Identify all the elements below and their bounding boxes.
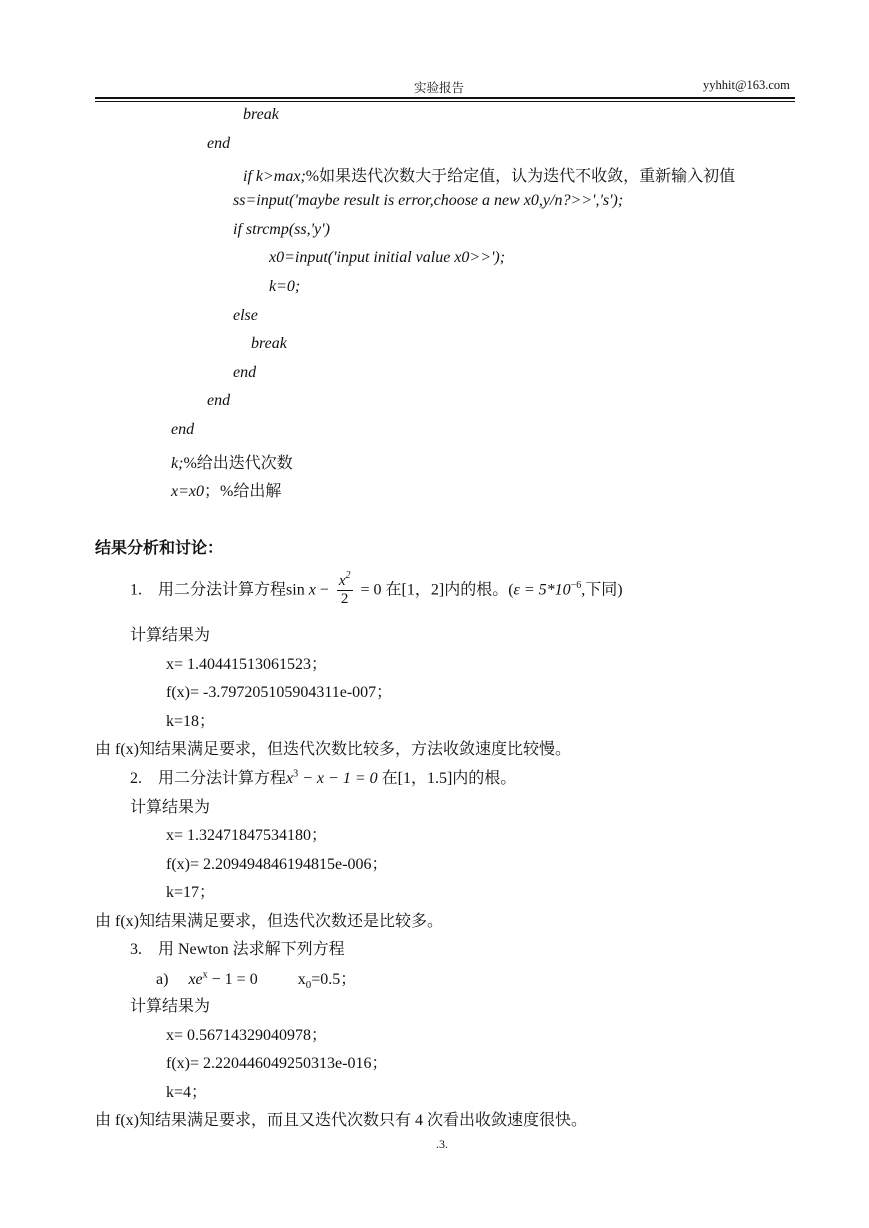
problem-text: 用二分法计算方程 <box>158 770 287 787</box>
result-k: k=18； <box>166 713 216 730</box>
result-x: x= 1.32471847534180； <box>166 827 328 844</box>
code-line: k=0; <box>269 278 301 295</box>
header-title: 实验报告 <box>414 81 465 95</box>
initial-sub: 0 <box>305 979 312 992</box>
code-line <box>171 478 281 501</box>
fraction <box>337 570 353 608</box>
code-line <box>171 450 293 473</box>
code-text: k; <box>171 455 184 472</box>
result-label: 计算结果为 <box>130 627 211 644</box>
result-k: k=17； <box>166 884 216 901</box>
code-comment: ；%给出解 <box>204 483 282 500</box>
eq-var: x <box>286 770 294 787</box>
problem-text-post: 在[1，2]内的根。( <box>385 581 514 599</box>
eq-rest: − x − 1 = 0 <box>302 770 378 787</box>
code-comment: %给出迭代次数 <box>183 455 293 472</box>
eq-xe: xe <box>188 971 203 988</box>
header-rule-thin <box>95 101 795 102</box>
code-line: ss=input('maybe result is error,choose a new x0,y/n?>>','s'); <box>233 192 624 209</box>
code-line: end <box>207 135 231 152</box>
problem-1 <box>130 568 623 608</box>
result-fx: f(x)= -3.797205105904311e-007； <box>166 684 393 701</box>
result-x: x= 1.40441513061523； <box>166 656 328 673</box>
code-line: break <box>251 335 287 352</box>
code-comment: %如果迭代次数大于给定值，认为迭代不收敛，重新输入初值 <box>305 168 736 185</box>
section-title: 结果分析和讨论： <box>95 538 224 557</box>
result-fx: f(x)= 2.209494846194815e-006； <box>166 856 388 873</box>
problem-2 <box>130 765 516 788</box>
initial-value: =0.5； <box>311 971 357 988</box>
result-label: 计算结果为 <box>130 799 211 816</box>
eq-rest: − 1 = 0 <box>211 971 258 988</box>
problem-number: 3. <box>130 941 142 958</box>
initial-x: x <box>297 971 306 988</box>
eq-rhs: = 0 <box>360 581 382 599</box>
code-line: x0=input('input initial value x0>>'); <box>269 249 506 266</box>
conclusion: 由 f(x)知结果满足要求，但迭代次数比较多，方法收敛速度比较慢。 <box>95 741 571 758</box>
header-rule-thick <box>95 97 795 99</box>
frac-numerator: x <box>338 573 346 590</box>
problem-text-post: 在[1，1.5]内的根。 <box>381 770 517 787</box>
epsilon: ε = 5*10 <box>513 581 571 599</box>
eq-exponent: 3 <box>293 768 299 780</box>
eq-var: x <box>308 581 316 599</box>
frac-denominator: 2 <box>340 591 349 608</box>
result-k: k=4； <box>166 1084 208 1101</box>
code-line: if strcmp(ss,'y') <box>233 221 330 238</box>
page-number: .3. <box>436 1137 448 1151</box>
problem-text: 用二分法计算方程 <box>158 581 287 599</box>
problem-number: 2. <box>130 770 142 787</box>
subproblem-label: a) <box>156 971 169 988</box>
conclusion: 由 f(x)知结果满足要求，而且又迭代次数只有 4 次看出收敛速度很快。 <box>95 1112 587 1129</box>
code-line <box>243 163 735 186</box>
header-email: yyhhit@163.com <box>703 78 790 92</box>
eq-minus: − <box>319 581 329 599</box>
code-text: if k>max; <box>243 168 306 185</box>
code-text: x=x0 <box>171 483 204 500</box>
problem-text: 用 Newton 法求解下列方程 <box>158 941 345 958</box>
code-line: break <box>243 106 279 123</box>
problem-3 <box>130 936 345 959</box>
epsilon-exponent: −6 <box>570 580 582 591</box>
conclusion: 由 f(x)知结果满足要求，但迭代次数还是比较多。 <box>95 913 443 930</box>
problem-number: 1. <box>130 581 142 599</box>
epsilon-tail: ,下同) <box>581 581 623 599</box>
code-line: end <box>233 364 257 381</box>
frac-exponent: 2 <box>345 570 351 582</box>
eq-sin: sin <box>286 581 305 599</box>
code-line: else <box>233 307 258 324</box>
code-line: end <box>207 392 231 409</box>
result-x: x= 0.56714329040978； <box>166 1027 328 1044</box>
eq-exponent: x <box>202 969 208 981</box>
result-label: 计算结果为 <box>130 998 211 1015</box>
result-fx: f(x)= 2.220446049250313e-016； <box>166 1055 388 1072</box>
subproblem-a <box>156 966 356 991</box>
code-line: end <box>171 421 195 438</box>
